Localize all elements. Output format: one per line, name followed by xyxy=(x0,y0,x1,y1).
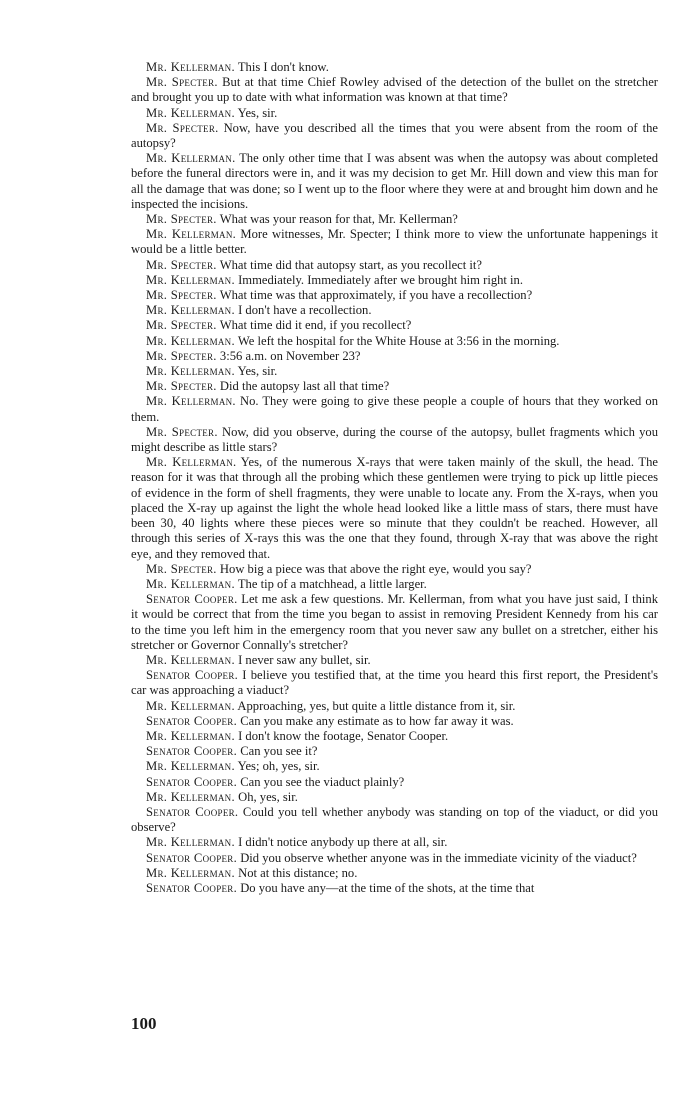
testimony-paragraph xyxy=(131,668,658,698)
speech-text: What was your reason for that, Mr. Kellerman? xyxy=(219,212,458,227)
speech-text: Did the autopsy last all that time? xyxy=(219,379,390,394)
speaker-label: Mr. Kellerman. xyxy=(146,576,235,591)
speaker-label: Senator Cooper. xyxy=(146,880,238,895)
speaker-label: Mr. Kellerman. xyxy=(146,151,236,166)
testimony-paragraph xyxy=(131,273,658,288)
speaker-label: Senator Cooper. xyxy=(146,713,238,728)
testimony-paragraph xyxy=(131,60,658,75)
speaker-label: Senator Cooper. xyxy=(146,804,239,819)
speech-text: More witnesses, Mr. Specter; I think more to view the unfortunate happenings it would be a little better. xyxy=(131,227,658,257)
speaker-label: Mr. Kellerman. xyxy=(146,60,235,74)
speaker-label: Mr. Kellerman. xyxy=(146,105,235,120)
speaker-label: Mr. Kellerman. xyxy=(146,698,235,713)
speech-text: What time did it end, if you recollect? xyxy=(219,318,412,333)
testimony-paragraph xyxy=(131,212,658,227)
testimony-paragraph xyxy=(131,75,658,105)
speaker-label: Mr. Specter. xyxy=(146,348,217,363)
testimony-paragraph xyxy=(131,455,658,561)
speech-text: We left the hospital for the White House at 3:56 in the morning. xyxy=(237,333,560,348)
speaker-label: Mr. Specter. xyxy=(146,288,217,303)
speaker-label: Mr. Specter. xyxy=(146,120,219,135)
speech-text: But at that time Chief Rowley advised of the detection of the bullet on the stretcher and brought you up to date with what information was known at that time? xyxy=(131,75,658,105)
speech-text: Not at this distance; no. xyxy=(238,865,358,880)
testimony-paragraph xyxy=(131,759,658,774)
testimony-paragraph xyxy=(131,151,658,212)
speaker-label: Mr. Kellerman. xyxy=(146,394,236,409)
speaker-label: Mr. Kellerman. xyxy=(146,272,235,287)
testimony-paragraph xyxy=(131,714,658,729)
speech-text: Yes, sir. xyxy=(237,364,278,379)
speech-text: Yes, of the numerous X-rays that were taken mainly of the skull, the head. The reason for it was that through all the probing which these gentlemen were trying to pick up little pieces of evidence in the form of shell fragments, they were unable to locate any. From the X-rays, when you placed the X-ray up against the light the whole head looked like a little mass of stars, there must have been 30, 40 lights where these pieces were so minute that they couldn't be reached. However, all through this series of X-rays this was the one that they found, through X-ray that was above the right eye, and they removed that. xyxy=(131,455,658,561)
testimony-paragraph xyxy=(131,775,658,790)
speech-text: How big a piece was that above the right eye, would you say? xyxy=(219,561,532,576)
speaker-label: Mr. Kellerman. xyxy=(146,728,235,743)
speaker-label: Mr. Specter. xyxy=(146,212,217,227)
testimony-paragraph xyxy=(131,121,658,151)
speaker-label: Mr. Kellerman. xyxy=(146,759,235,774)
testimony-paragraph xyxy=(131,258,658,273)
speaker-label: Mr. Kellerman. xyxy=(146,227,237,242)
speech-text: I believe you testified that, at the time you heard this first report, the President's car was approaching a viaduct? xyxy=(131,668,658,698)
speech-text: Do you have any—at the time of the shots, at the time that xyxy=(240,880,535,895)
speech-text: What time was that approximately, if you have a recollection? xyxy=(219,288,533,303)
speech-text: This I don't know. xyxy=(237,60,329,74)
testimony-paragraph xyxy=(131,699,658,714)
speech-text: Oh, yes, sir. xyxy=(238,789,298,804)
speaker-label: Mr. Kellerman. xyxy=(146,789,235,804)
speaker-label: Mr. Kellerman. xyxy=(146,652,235,667)
speaker-label: Mr. Specter. xyxy=(146,257,217,272)
speech-text: Could you tell whether anybody was standing on top of the viaduct, or did you observe? xyxy=(131,804,658,835)
speaker-label: Mr. Specter. xyxy=(146,75,218,90)
speech-text: The only other time that I was absent was when the autopsy was about completed before the funeral directors were in, and it was my decision to get Mr. Hill down and view this man for all the damage that was done; so I went up to the floor where they were at and brought him down and he inspected the incisions. xyxy=(131,151,659,211)
testimony-paragraph xyxy=(131,744,658,759)
testimony-paragraph xyxy=(131,562,658,577)
testimony-paragraph xyxy=(131,288,658,303)
speaker-label: Mr. Kellerman. xyxy=(146,303,235,318)
speech-text: 3:56 a.m. on November 23? xyxy=(219,348,361,363)
speech-text: I don't have a recollection. xyxy=(238,303,372,318)
testimony-paragraph xyxy=(131,364,658,379)
testimony-paragraph xyxy=(131,790,658,805)
speech-text: Let me ask a few questions. Mr. Kellerman, from what you have just said, I think it would be correct that from the time you began to assist in removing President Kennedy from his car to the time you left him in the emergency room that you never saw any bullet on a stretcher, either his stretcher or Governor Connally's stretcher? xyxy=(131,592,659,652)
speaker-label: Mr. Kellerman. xyxy=(146,455,237,470)
speaker-label: Senator Cooper. xyxy=(146,774,238,789)
speech-text: Can you see it? xyxy=(240,744,318,759)
speech-text: The tip of a matchhead, a little larger. xyxy=(237,576,427,591)
speech-text: I didn't notice anybody up there at all, sir. xyxy=(238,835,448,850)
testimony-paragraph xyxy=(131,577,658,592)
testimony-paragraph xyxy=(131,303,658,318)
speech-text: Can you see the viaduct plainly? xyxy=(240,774,405,789)
speech-text: Can you make any estimate as to how far away it was. xyxy=(240,713,514,728)
speech-text: Yes; oh, yes, sir. xyxy=(237,759,320,774)
speech-text: Immediately. Immediately after we brought him right in. xyxy=(238,272,524,287)
speech-text: No. They were going to give these people a couple of hours that they worked on them. xyxy=(131,394,659,424)
testimony-paragraph xyxy=(131,379,658,394)
testimony-paragraph xyxy=(131,106,658,121)
speaker-label: Mr. Kellerman. xyxy=(146,835,235,850)
testimony-paragraph xyxy=(131,866,658,881)
speaker-label: Senator Cooper. xyxy=(146,850,238,865)
testimony-paragraph xyxy=(131,349,658,364)
speaker-label: Mr. Kellerman. xyxy=(146,333,235,348)
speaker-label: Senator Cooper. xyxy=(146,744,238,759)
testimony-paragraph xyxy=(131,851,658,866)
testimony-paragraph xyxy=(131,729,658,744)
speech-text: Now, have you described all the times that you were absent from the room of the autopsy? xyxy=(131,120,658,151)
testimony-paragraph xyxy=(131,334,658,349)
speaker-label: Mr. Specter. xyxy=(146,318,217,333)
page-number: 100 xyxy=(131,1014,157,1033)
speech-text: Yes, sir. xyxy=(237,105,278,120)
speech-text: Now, did you observe, during the course of the autopsy, bullet fragments which you might describe as little stars? xyxy=(131,424,658,455)
speech-text: What time did that autopsy start, as you recollect it? xyxy=(219,257,482,272)
speaker-label: Mr. Specter. xyxy=(146,561,217,576)
testimony-paragraph xyxy=(131,394,658,424)
testimony-paragraph xyxy=(131,318,658,333)
speech-text: I don't know the footage, Senator Cooper. xyxy=(238,728,449,743)
testimony-paragraph xyxy=(131,881,658,896)
speaker-label: Mr. Kellerman. xyxy=(146,364,235,379)
speaker-label: Mr. Specter. xyxy=(146,424,218,439)
testimony-paragraph xyxy=(131,227,658,257)
testimony-paragraph xyxy=(131,835,658,850)
speaker-label: Senator Cooper. xyxy=(146,592,238,607)
speaker-label: Mr. Specter. xyxy=(146,379,217,394)
speaker-label: Mr. Kellerman. xyxy=(146,865,235,880)
speech-text: Approaching, yes, but quite a little distance from it, sir. xyxy=(237,698,516,713)
speech-text: I never saw any bullet, sir. xyxy=(238,652,371,667)
testimony-paragraph xyxy=(131,425,658,455)
speaker-label: Senator Cooper. xyxy=(146,668,239,683)
testimony-paragraph xyxy=(131,592,658,653)
transcript-body xyxy=(131,60,658,896)
speech-text: Did you observe whether anyone was in the immediate vicinity of the viaduct? xyxy=(240,850,637,865)
testimony-paragraph xyxy=(131,805,658,835)
testimony-paragraph xyxy=(131,653,658,668)
